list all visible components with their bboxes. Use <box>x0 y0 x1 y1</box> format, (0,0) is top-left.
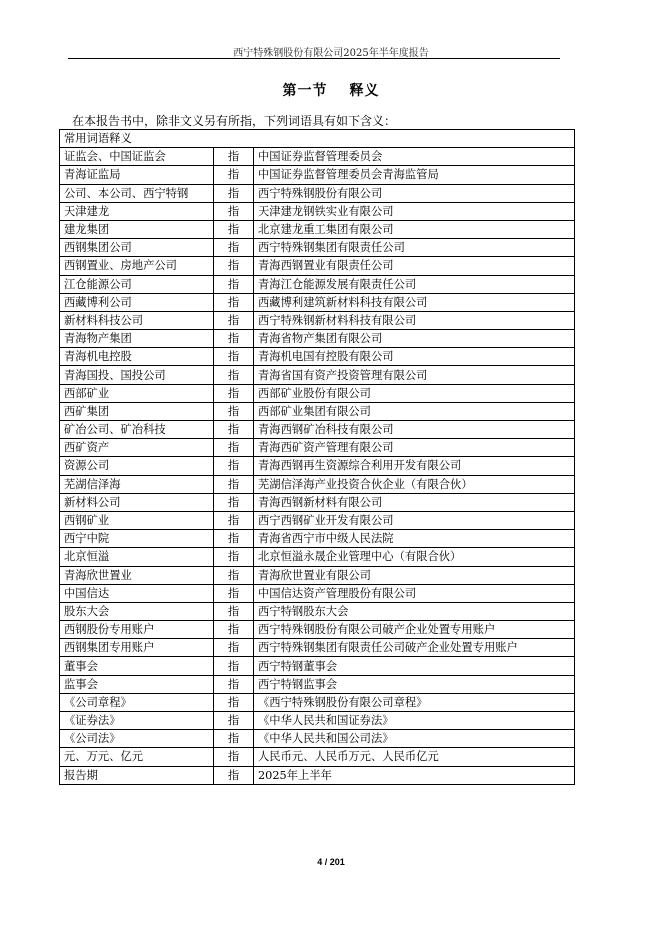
table-row <box>60 675 575 693</box>
table-row <box>60 548 575 566</box>
term-cell: 矿冶公司、矿冶科技 <box>60 421 214 439</box>
definition-cell: 青海江仓能源发展有限责任公司 <box>254 275 575 293</box>
verb-cell: 指 <box>214 548 254 566</box>
table-row <box>60 220 575 238</box>
table-row <box>60 184 575 202</box>
definition-cell: 西宁特钢董事会 <box>254 657 575 675</box>
verb-cell: 指 <box>214 602 254 620</box>
term-cell: 新材料科技公司 <box>60 311 214 329</box>
definition-cell: 西宁特钢股东大会 <box>254 602 575 620</box>
table-row <box>60 311 575 329</box>
verb-cell: 指 <box>214 166 254 184</box>
definition-cell: 北京建龙重工集团有限公司 <box>254 220 575 238</box>
term-cell: 西矿集团 <box>60 402 214 420</box>
verb-cell: 指 <box>214 239 254 257</box>
definition-cell: 青海西钢矿冶科技有限公司 <box>254 421 575 439</box>
term-cell: 《公司章程》 <box>60 693 214 711</box>
section-number: 第一节 <box>282 83 328 99</box>
term-cell: 西部矿业 <box>60 384 214 402</box>
term-cell: 江仓能源公司 <box>60 275 214 293</box>
definition-cell: 中国证券监督管理委员会 <box>254 148 575 166</box>
intro-paragraph: 在本报告书中，除非文义另有所指，下列词语具有如下含义： <box>72 114 397 128</box>
verb-cell: 指 <box>214 493 254 511</box>
verb-cell: 指 <box>214 748 254 766</box>
definition-cell: 《中华人民共和国公司法》 <box>254 730 575 748</box>
table-row <box>60 257 575 275</box>
term-cell: 西藏博利公司 <box>60 293 214 311</box>
definition-cell: 西宁特殊钢股份有限公司 <box>254 184 575 202</box>
verb-cell: 指 <box>214 421 254 439</box>
table-row <box>60 384 575 402</box>
table-row <box>60 748 575 766</box>
term-cell: 西钢置业、房地产公司 <box>60 257 214 275</box>
term-cell: 青海欣世置业 <box>60 566 214 584</box>
term-cell: 新材料公司 <box>60 493 214 511</box>
table-row <box>60 202 575 220</box>
verb-cell: 指 <box>214 202 254 220</box>
term-cell: 建龙集团 <box>60 220 214 238</box>
verb-cell: 指 <box>214 457 254 475</box>
term-cell: 《证券法》 <box>60 712 214 730</box>
term-cell: 报告期 <box>60 766 214 784</box>
term-cell: 证监会、中国证监会 <box>60 148 214 166</box>
term-cell: 中国信达 <box>60 584 214 602</box>
verb-cell: 指 <box>214 657 254 675</box>
table-caption: 常用词语释义 <box>60 130 575 148</box>
table-row <box>60 366 575 384</box>
verb-cell: 指 <box>214 148 254 166</box>
verb-cell: 指 <box>214 184 254 202</box>
term-cell: 青海国投、国投公司 <box>60 366 214 384</box>
table-row <box>60 712 575 730</box>
table-row <box>60 566 575 584</box>
table-row <box>60 330 575 348</box>
term-cell: 西宁中院 <box>60 530 214 548</box>
table-caption-row <box>60 130 575 148</box>
term-cell: 《公司法》 <box>60 730 214 748</box>
definition-cell: 天津建龙钢铁实业有限公司 <box>254 202 575 220</box>
verb-cell: 指 <box>214 475 254 493</box>
term-cell: 元、万元、亿元 <box>60 748 214 766</box>
verb-cell: 指 <box>214 584 254 602</box>
definition-cell: 西宁西钢矿业开发有限公司 <box>254 511 575 529</box>
table-row <box>60 621 575 639</box>
term-cell: 股东大会 <box>60 602 214 620</box>
definition-cell: 人民币元、人民币万元、人民币亿元 <box>254 748 575 766</box>
table-row <box>60 421 575 439</box>
definition-cell: 青海西钢新材料有限公司 <box>254 493 575 511</box>
table-row <box>60 148 575 166</box>
verb-cell: 指 <box>214 693 254 711</box>
table-row <box>60 439 575 457</box>
term-cell: 天津建龙 <box>60 202 214 220</box>
table-row <box>60 275 575 293</box>
verb-cell: 指 <box>214 366 254 384</box>
definition-cell: 青海欣世置业有限公司 <box>254 566 575 584</box>
verb-cell: 指 <box>214 275 254 293</box>
definition-cell: 《中华人民共和国证券法》 <box>254 712 575 730</box>
verb-cell: 指 <box>214 766 254 784</box>
term-cell: 青海物产集团 <box>60 330 214 348</box>
definition-cell: 《西宁特殊钢股份有限公司章程》 <box>254 693 575 711</box>
section-title <box>0 80 662 100</box>
table-row <box>60 657 575 675</box>
definition-cell: 西藏博利建筑新材料科技有限公司 <box>254 293 575 311</box>
verb-cell: 指 <box>214 384 254 402</box>
definition-cell: 西宁特殊钢新材料科技有限公司 <box>254 311 575 329</box>
term-cell: 青海证监局 <box>60 166 214 184</box>
header-divider <box>68 58 560 59</box>
verb-cell: 指 <box>214 439 254 457</box>
term-cell: 北京恒溢 <box>60 548 214 566</box>
term-cell: 公司、本公司、西宁特钢 <box>60 184 214 202</box>
definition-cell: 中国证券监督管理委员会青海监管局 <box>254 166 575 184</box>
verb-cell: 指 <box>214 530 254 548</box>
table-row <box>60 348 575 366</box>
definition-cell: 青海西钢置业有限责任公司 <box>254 257 575 275</box>
term-cell: 西钢股份专用账户 <box>60 621 214 639</box>
definition-cell: 青海机电国有控股有限公司 <box>254 348 575 366</box>
verb-cell: 指 <box>214 675 254 693</box>
table-row <box>60 584 575 602</box>
term-cell: 西钢集团专用账户 <box>60 639 214 657</box>
definition-cell: 青海省物产集团有限公司 <box>254 330 575 348</box>
definition-cell: 西宁特殊钢集团有限责任公司破产企业处置专用账户 <box>254 639 575 657</box>
term-cell: 西钢集团公司 <box>60 239 214 257</box>
definition-cell: 北京恒溢永晟企业管理中心（有限合伙） <box>254 548 575 566</box>
definition-cell: 青海西钢再生资源综合利用开发有限公司 <box>254 457 575 475</box>
term-cell: 芜湖信泽海 <box>60 475 214 493</box>
definition-cell: 青海省西宁市中级人民法院 <box>254 530 575 548</box>
table-row <box>60 402 575 420</box>
definition-cell: 西宁特钢监事会 <box>254 675 575 693</box>
table-row <box>60 511 575 529</box>
table-row <box>60 239 575 257</box>
table-row <box>60 493 575 511</box>
verb-cell: 指 <box>214 511 254 529</box>
table-row <box>60 766 575 784</box>
table-row <box>60 166 575 184</box>
verb-cell: 指 <box>214 730 254 748</box>
term-cell: 青海机电控股 <box>60 348 214 366</box>
page-number: 4 / 201 <box>317 857 345 867</box>
definition-cell: 芜湖信泽海产业投资合伙企业（有限合伙） <box>254 475 575 493</box>
table-row <box>60 730 575 748</box>
section-name: 释义 <box>349 83 380 99</box>
verb-cell: 指 <box>214 311 254 329</box>
term-cell: 资源公司 <box>60 457 214 475</box>
definition-cell: 青海西矿资产管理有限公司 <box>254 439 575 457</box>
table-row <box>60 530 575 548</box>
table-row <box>60 293 575 311</box>
table-row <box>60 602 575 620</box>
definition-cell: 西宁特殊钢集团有限责任公司 <box>254 239 575 257</box>
table-row <box>60 639 575 657</box>
running-header: 西宁特殊钢股份有限公司2025年半年度报告 <box>233 48 429 59</box>
verb-cell: 指 <box>214 621 254 639</box>
definition-cell: 西部矿业集团有限公司 <box>254 402 575 420</box>
verb-cell: 指 <box>214 712 254 730</box>
table-row <box>60 693 575 711</box>
term-cell: 董事会 <box>60 657 214 675</box>
verb-cell: 指 <box>214 257 254 275</box>
definition-cell: 中国信达资产管理股份有限公司 <box>254 584 575 602</box>
definitions-table <box>59 129 575 785</box>
definition-cell: 青海省国有资产投资管理有限公司 <box>254 366 575 384</box>
table-row <box>60 457 575 475</box>
verb-cell: 指 <box>214 293 254 311</box>
verb-cell: 指 <box>214 348 254 366</box>
definition-cell: 西宁特殊钢股份有限公司破产企业处置专用账户 <box>254 621 575 639</box>
verb-cell: 指 <box>214 402 254 420</box>
term-cell: 西钢矿业 <box>60 511 214 529</box>
definition-cell: 2025年上半年 <box>254 766 575 784</box>
term-cell: 监事会 <box>60 675 214 693</box>
definition-cell: 西部矿业股份有限公司 <box>254 384 575 402</box>
table-row <box>60 475 575 493</box>
verb-cell: 指 <box>214 639 254 657</box>
verb-cell: 指 <box>214 566 254 584</box>
verb-cell: 指 <box>214 220 254 238</box>
term-cell: 西矿资产 <box>60 439 214 457</box>
verb-cell: 指 <box>214 330 254 348</box>
